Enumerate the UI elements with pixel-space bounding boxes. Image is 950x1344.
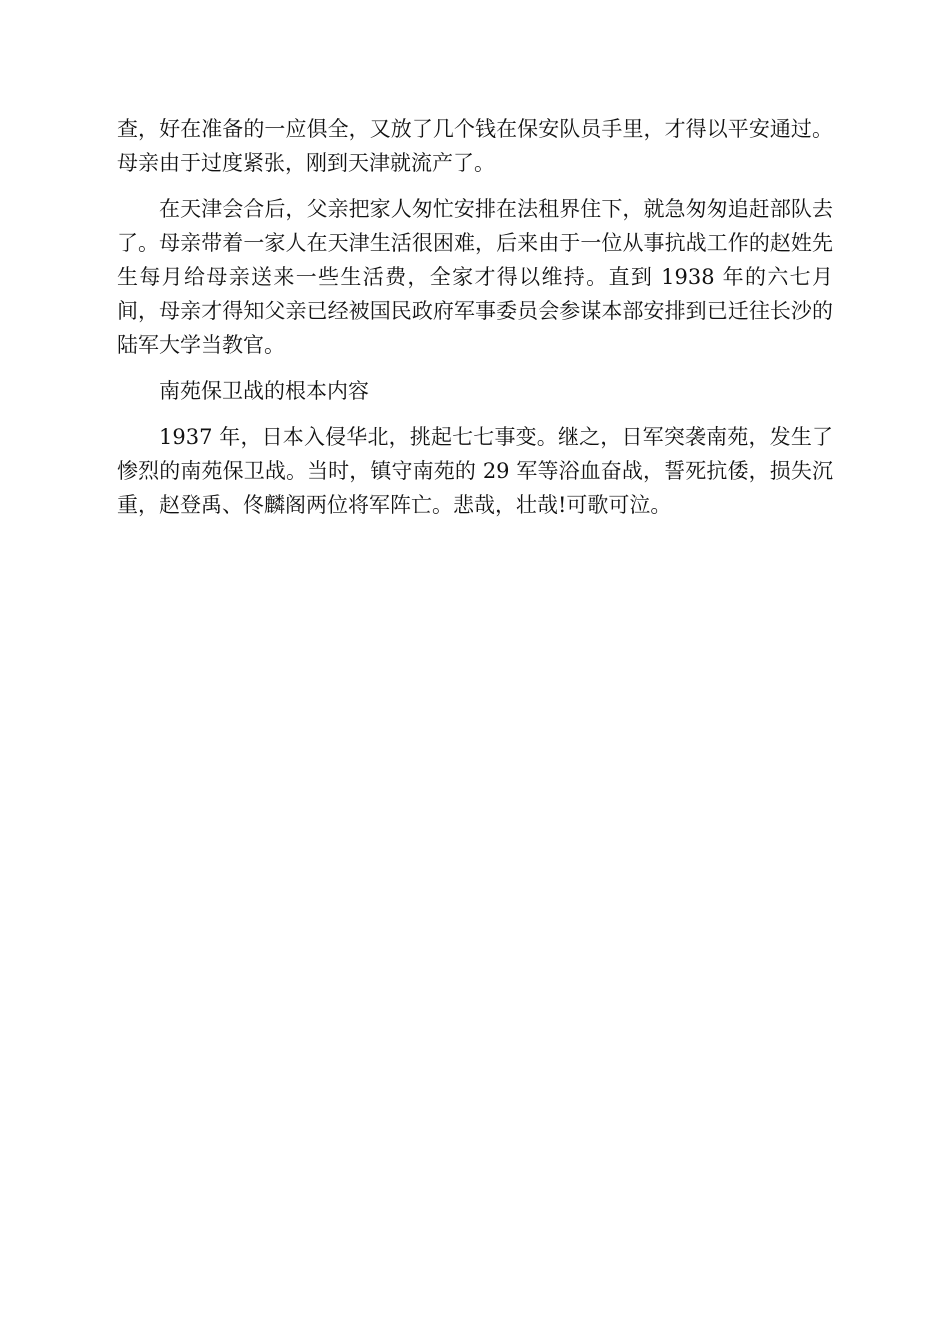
section-heading: 南苑保卫战的根本内容 [159,379,369,403]
paragraph-nanyuan: 1937 年，日本入侵华北，挑起七七事变。继之，日军突袭南苑，发生了惨烈的南苑保卫战。当时，镇守南苑的 29 军等浴血奋战，誓死抗倭，损失沉重，赵登禹、佟麟阁两位将军阵亡。悲哉，壮哉!可歌可泣。 [117,425,833,517]
document-body [117,112,833,534]
paragraph-continuation: 查，好在准备的一应俱全，又放了几个钱在保安队员手里，才得以平安通过。母亲由于过度紧张，刚到天津就流产了。 [117,117,833,175]
paragraph-tianjin: 在天津会合后，父亲把家人匆忙安排在法租界住下，就急匆匆追赶部队去了。母亲带着一家人在天津生活很困难，后来由于一位从事抗战工作的赵姓先生每月给母亲送来一些生活费，全家才得以维持。直到 1938 年的六七月间，母亲才得知父亲已经被国民政府军事委员会参谋本部安排到已迁往长沙的陆军大学当教官。 [117,197,833,357]
